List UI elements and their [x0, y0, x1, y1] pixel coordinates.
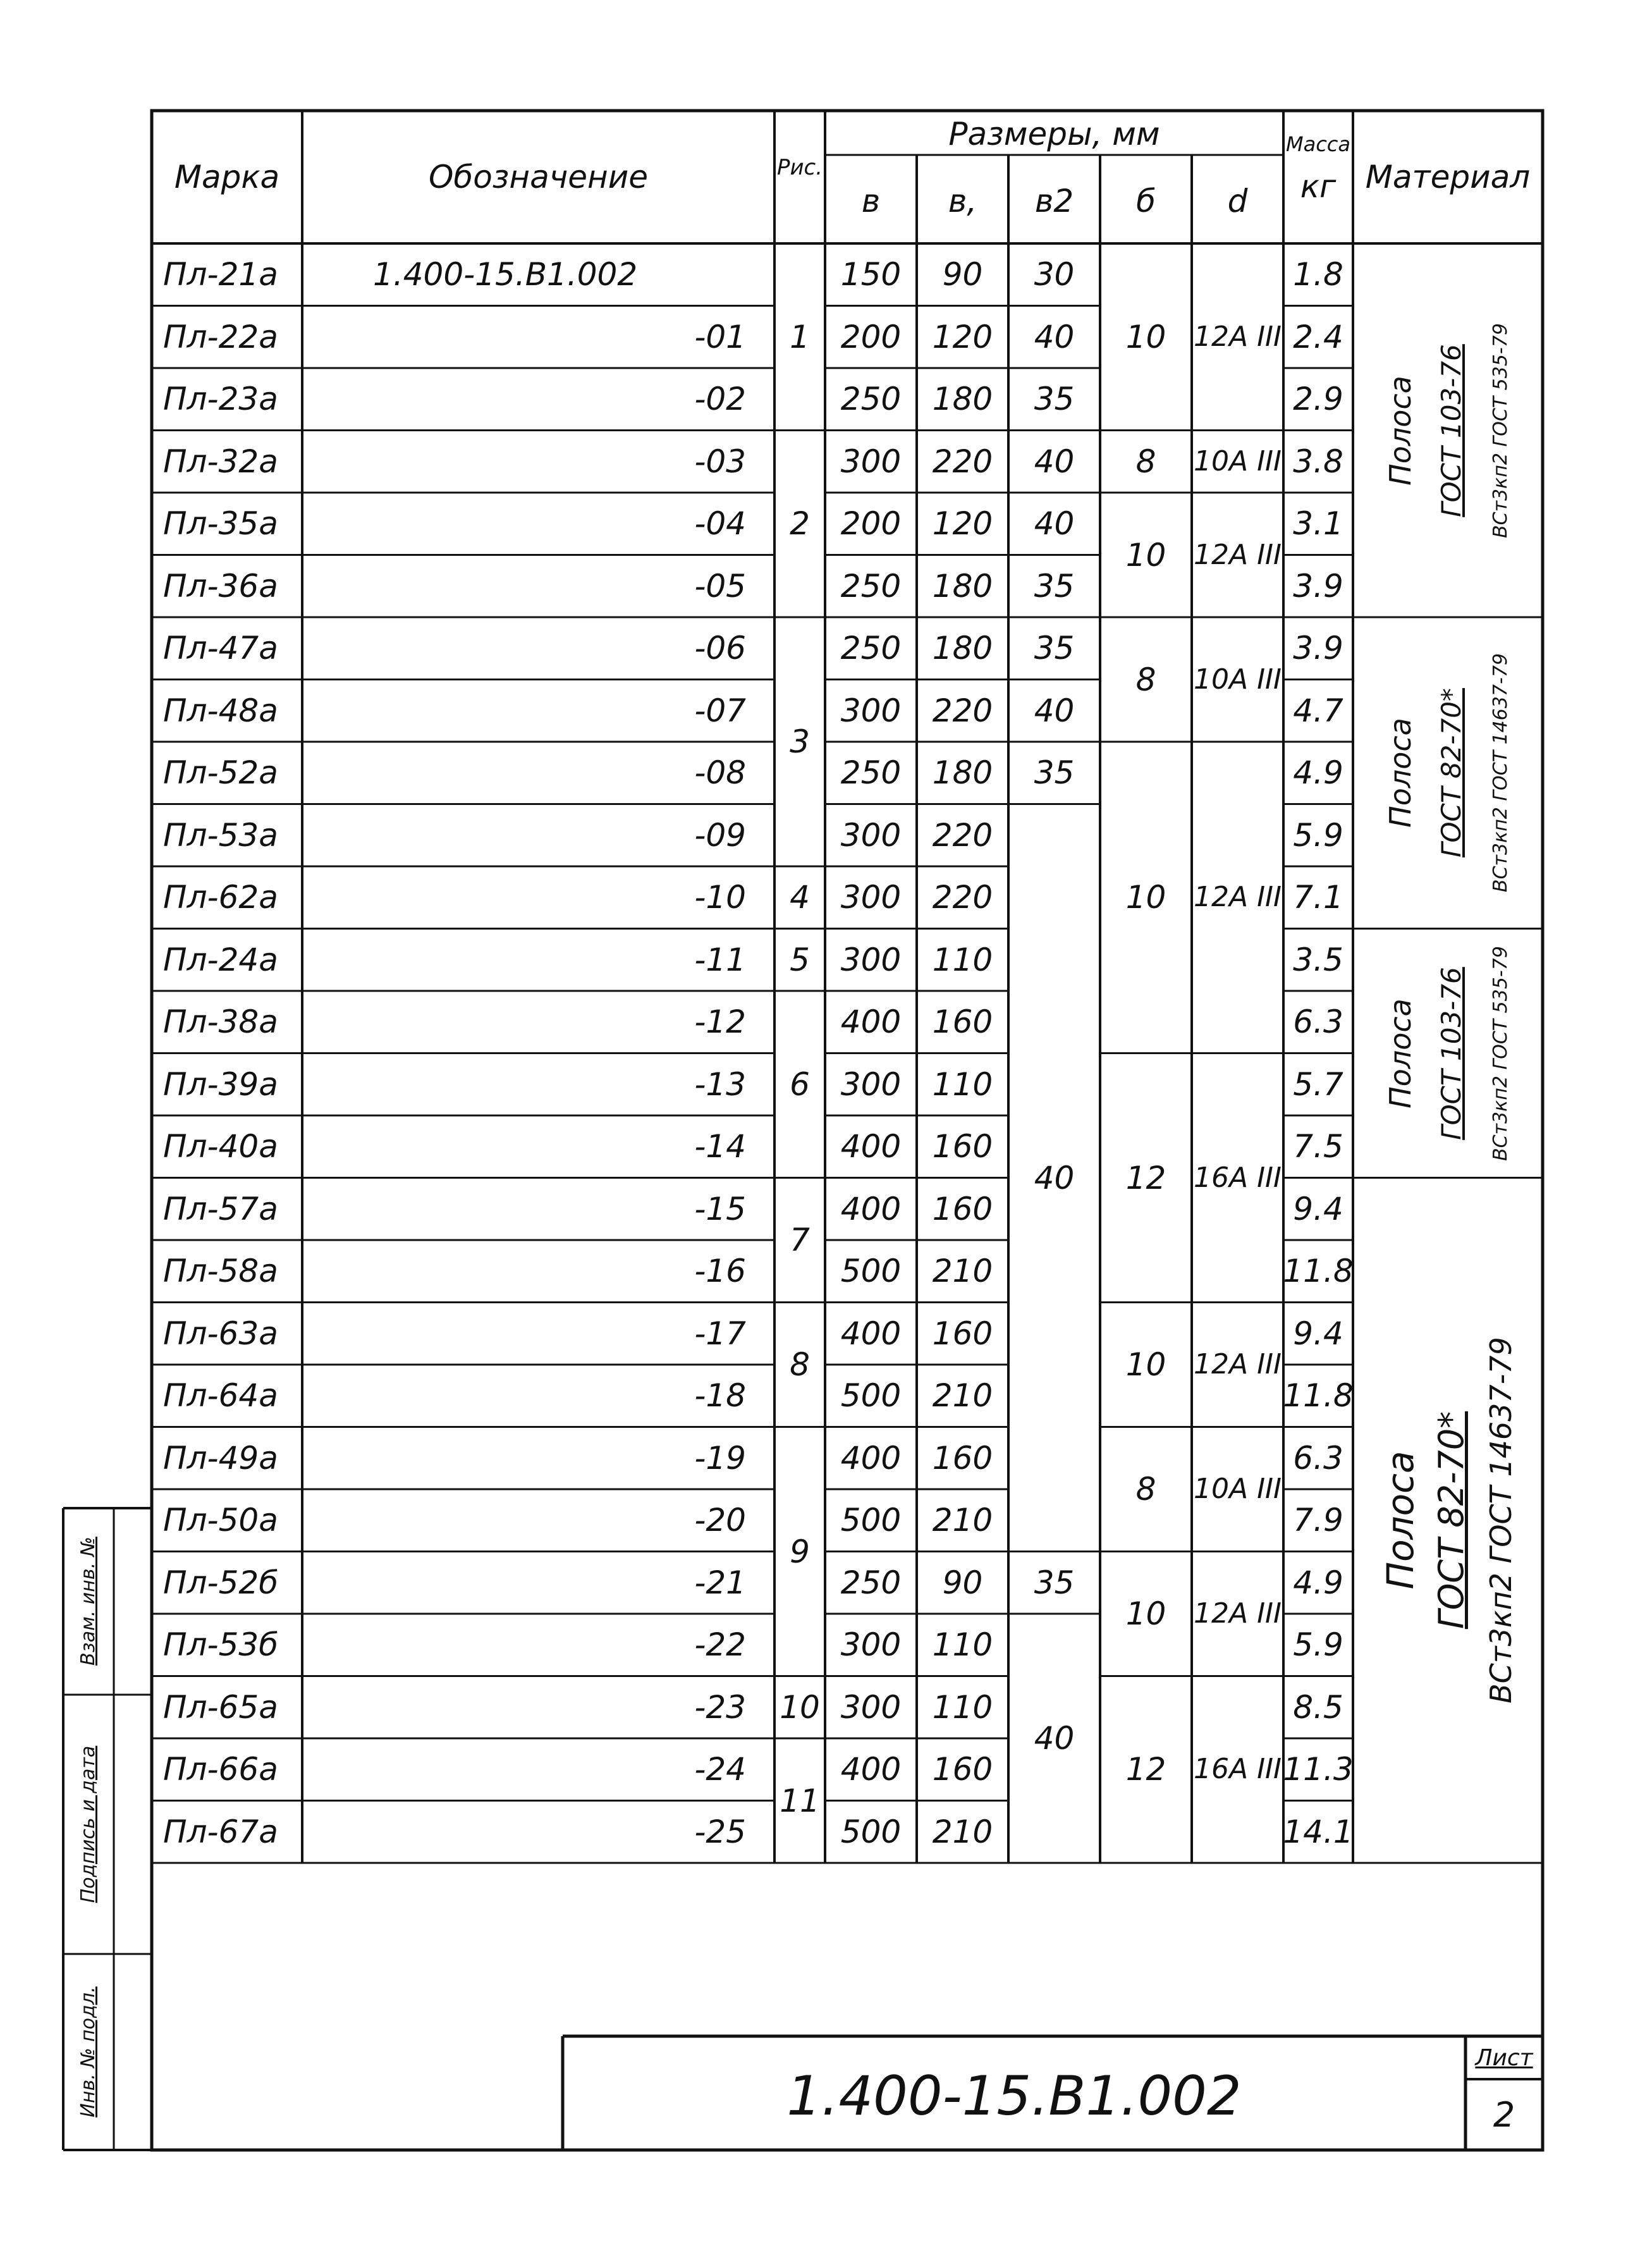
material-line: ГОСТ 82-70* [1431, 1411, 1471, 1630]
header-b2: в2 [1034, 183, 1074, 219]
cell-b: 250 [840, 754, 902, 792]
cell-b: 300 [840, 816, 902, 854]
cell-marka: Пл-36а [163, 567, 278, 605]
cell-delta: 10 [1125, 1346, 1166, 1383]
cell-oboznachenie: -09 [694, 816, 746, 854]
cell-delta: 8 [1135, 661, 1156, 698]
cell-b1: 110 [932, 941, 993, 978]
cell-b1: 180 [932, 754, 993, 792]
cell-oboznachenie: -04 [694, 505, 746, 543]
cell-delta: 10 [1125, 536, 1166, 574]
cell-oboznachenie: -03 [694, 443, 746, 480]
cell-marka: Пл-53а [163, 816, 278, 854]
cell-b2: 40 [1034, 505, 1075, 543]
cell-oboznachenie: -24 [694, 1751, 746, 1788]
cell-delta: 8 [1135, 1471, 1156, 1508]
cell-massa: 5.9 [1293, 1626, 1343, 1664]
cell-marka: Пл-65а [163, 1688, 278, 1726]
cell-delta: 8 [1135, 443, 1156, 480]
cell-b: 250 [840, 1564, 902, 1601]
cell-oboznachenie: -10 [694, 879, 746, 916]
cell-b1: 160 [932, 1004, 993, 1041]
side-stamp-inv-podl: Инв. № подл. [77, 1986, 99, 2118]
cell-ris: 8 [790, 1346, 810, 1383]
cell-oboznachenie: -25 [694, 1813, 746, 1850]
cell-b: 250 [840, 567, 902, 605]
cell-b2: 35 [1034, 1564, 1075, 1601]
cell-b: 400 [840, 1439, 902, 1477]
title-block-list-number: 2 [1493, 2095, 1515, 2135]
cell-marka: Пл-63а [163, 1315, 278, 1352]
material-line: ГОСТ 82-70* [1436, 688, 1467, 858]
header-razmery: Размеры, мм [948, 116, 1160, 152]
header-oboznachenie: Обозначение [429, 159, 648, 195]
cell-massa: 6.3 [1293, 1439, 1343, 1477]
cell-ris: 9 [790, 1533, 810, 1570]
cell-massa: 9.4 [1293, 1315, 1343, 1352]
cell-marka: Пл-50а [163, 1502, 278, 1539]
cell-marka: Пл-66а [163, 1751, 278, 1788]
cell-b: 200 [840, 505, 902, 543]
cell-b: 400 [840, 1004, 902, 1041]
cell-marka: Пл-21а [163, 256, 278, 293]
cell-marka: Пл-57а [163, 1190, 278, 1227]
material-line: ВСт3кп2 ГОСТ 535-79 [1490, 322, 1512, 538]
cell-b2-merged: 40 [1034, 1159, 1075, 1196]
cell-b1: 160 [932, 1315, 993, 1352]
material-line: ВСт3кп2 ГОСТ 535-79 [1490, 945, 1512, 1161]
cell-delta: 10 [1125, 1595, 1166, 1632]
material-line: Полоса [1383, 998, 1417, 1109]
cell-d: 10А III [1193, 1473, 1282, 1505]
title-block-list-label: Лист [1475, 2045, 1533, 2071]
cell-b1: 160 [932, 1190, 993, 1227]
cell-ris: 4 [790, 879, 810, 916]
cell-b1: 180 [932, 567, 993, 605]
header-delta: б [1136, 183, 1156, 219]
header-d: d [1227, 183, 1248, 219]
cell-b2: 40 [1034, 692, 1075, 729]
cell-massa: 1.8 [1293, 256, 1343, 293]
header-b: в [861, 183, 881, 219]
cell-b1: 220 [932, 879, 993, 916]
cell-marka: Пл-39а [163, 1066, 278, 1103]
cell-massa: 5.9 [1293, 816, 1343, 854]
cell-ris: 5 [790, 941, 810, 978]
cell-b: 400 [840, 1128, 902, 1165]
cell-marka: Пл-58а [163, 1253, 278, 1290]
cell-b2: 40 [1034, 318, 1075, 355]
cell-delta: 10 [1125, 879, 1166, 916]
cell-d: 16А III [1193, 1753, 1282, 1786]
cell-massa: 7.9 [1293, 1502, 1343, 1539]
cell-ris: 1 [790, 318, 810, 355]
cell-marka: Пл-47а [163, 630, 278, 667]
cell-marka: Пл-24а [163, 941, 278, 978]
cell-massa: 3.9 [1293, 630, 1343, 667]
cell-oboznachenie: -01 [694, 318, 746, 355]
cell-ris: 10 [780, 1688, 820, 1726]
cell-marka: Пл-40а [163, 1128, 278, 1165]
cell-b1: 160 [932, 1439, 993, 1477]
cell-marka: Пл-32а [163, 443, 278, 480]
cell-b2: 35 [1034, 630, 1075, 667]
cell-marka: Пл-62а [163, 879, 278, 916]
cell-marka: Пл-52а [163, 754, 278, 792]
cell-b: 500 [840, 1377, 902, 1415]
cell-marka: Пл-52б [163, 1564, 279, 1601]
cell-oboznachenie: -18 [694, 1377, 746, 1415]
cell-massa: 4.7 [1293, 692, 1343, 729]
material-line: ВСт3кп2 ГОСТ 14637-79 [1484, 1337, 1518, 1704]
cell-marka: Пл-23а [163, 381, 278, 418]
cell-b: 400 [840, 1315, 902, 1352]
cell-b2: 40 [1034, 443, 1075, 480]
cell-b: 300 [840, 1688, 902, 1726]
cell-d: 16А III [1193, 1161, 1282, 1194]
cell-b2: 30 [1034, 256, 1075, 293]
cell-oboznachenie: -12 [694, 1004, 746, 1041]
cell-b1: 220 [932, 692, 993, 729]
material-line: ВСт3кп2 ГОСТ 14637-79 [1490, 653, 1512, 893]
cell-delta: 12 [1125, 1751, 1166, 1788]
cell-marka: Пл-38а [163, 1004, 278, 1041]
cell-b2: 35 [1034, 567, 1075, 605]
cell-massa: 3.8 [1293, 443, 1343, 480]
cell-oboznachenie: -06 [694, 630, 746, 667]
cell-massa: 8.5 [1293, 1688, 1343, 1726]
cell-oboznachenie: -23 [694, 1688, 746, 1726]
cell-b2-merged: 40 [1034, 1720, 1075, 1757]
cell-d: 12А III [1193, 1597, 1282, 1630]
cell-massa: 3.1 [1293, 505, 1343, 543]
cell-b1: 160 [932, 1128, 993, 1165]
cell-marka: Пл-64а [163, 1377, 278, 1415]
cell-oboznachenie: -19 [694, 1439, 746, 1477]
cell-delta: 12 [1125, 1159, 1166, 1196]
cell-massa: 2.4 [1293, 318, 1343, 355]
cell-marka: Пл-48а [163, 692, 278, 729]
cell-d: 12А III [1193, 538, 1282, 571]
cell-oboznachenie: -08 [694, 754, 746, 792]
cell-massa: 11.3 [1283, 1751, 1354, 1788]
cell-b: 300 [840, 941, 902, 978]
material-line: ГОСТ 103-76 [1436, 343, 1467, 517]
header-ris: Рис. [776, 155, 823, 180]
cell-b1: 210 [932, 1253, 993, 1290]
cell-b: 250 [840, 630, 902, 667]
cell-b1: 210 [932, 1377, 993, 1415]
cell-marka: Пл-53б [163, 1626, 279, 1664]
cell-massa: 4.9 [1293, 754, 1343, 792]
cell-oboznachenie: -05 [694, 567, 746, 605]
cell-oboznachenie: -13 [694, 1066, 746, 1103]
cell-delta: 10 [1125, 318, 1166, 355]
cell-massa: 3.9 [1293, 567, 1343, 605]
material-line: Полоса [1383, 718, 1417, 828]
header-marka: Марка [174, 159, 280, 195]
cell-b: 300 [840, 1626, 902, 1664]
cell-oboznachenie: -22 [694, 1626, 746, 1664]
cell-oboznachenie: -16 [694, 1253, 746, 1290]
cell-oboznachenie: -20 [694, 1502, 746, 1539]
header-material: Материал [1365, 159, 1531, 195]
cell-b1: 180 [932, 630, 993, 667]
cell-d: 12А III [1193, 320, 1282, 353]
material-line: Полоса [1383, 375, 1417, 486]
cell-b: 500 [840, 1502, 902, 1539]
cell-oboznachenie: -07 [694, 692, 746, 729]
cell-marka: Пл-35а [163, 505, 278, 543]
cell-marka: Пл-49а [163, 1439, 278, 1477]
side-stamp-vzam: Взам. инв. № [77, 1537, 99, 1666]
cell-b1: 110 [932, 1688, 993, 1726]
cell-oboznachenie: 1.400-15.В1.002 [373, 256, 638, 293]
cell-massa: 5.7 [1293, 1066, 1343, 1103]
cell-oboznachenie: -14 [694, 1128, 746, 1165]
side-stamp-podpis: Подпись и дата [77, 1745, 99, 1903]
cell-d: 10А III [1193, 663, 1282, 696]
cell-d: 12А III [1193, 881, 1282, 914]
cell-oboznachenie: -15 [694, 1190, 746, 1227]
cell-b: 250 [840, 381, 902, 418]
cell-massa: 2.9 [1293, 381, 1343, 418]
cell-b2: 35 [1034, 754, 1075, 792]
header-b1: в, [948, 183, 977, 219]
cell-b1: 90 [942, 256, 983, 293]
cell-b: 150 [840, 256, 902, 293]
cell-b1: 220 [932, 816, 993, 854]
cell-b: 400 [840, 1751, 902, 1788]
cell-massa: 7.5 [1293, 1128, 1343, 1165]
cell-massa: 4.9 [1293, 1564, 1343, 1601]
cell-b1: 120 [932, 505, 993, 543]
cell-massa: 3.5 [1293, 941, 1343, 978]
cell-b1: 160 [932, 1751, 993, 1788]
cell-oboznachenie: -02 [694, 381, 746, 418]
cell-b1: 120 [932, 318, 993, 355]
cell-b: 300 [840, 443, 902, 480]
cell-oboznachenie: -21 [694, 1564, 746, 1601]
cell-b1: 110 [932, 1626, 993, 1664]
header-massa: Масса [1285, 132, 1351, 156]
cell-b1: 210 [932, 1813, 993, 1850]
cell-b1: 90 [942, 1564, 983, 1601]
cell-oboznachenie: -17 [694, 1315, 746, 1352]
cell-b1: 210 [932, 1502, 993, 1539]
cell-massa: 14.1 [1283, 1813, 1354, 1850]
header-kg: кг [1300, 168, 1337, 205]
cell-marka: Пл-67а [163, 1813, 278, 1850]
cell-massa: 6.3 [1293, 1004, 1343, 1041]
material-line: Полоса [1379, 1451, 1422, 1590]
cell-d: 12А III [1193, 1348, 1282, 1380]
cell-d: 10А III [1193, 445, 1282, 477]
cell-b: 500 [840, 1813, 902, 1850]
cell-massa: 9.4 [1293, 1190, 1343, 1227]
cell-marka: Пл-22а [163, 318, 278, 355]
cell-b: 300 [840, 1066, 902, 1103]
cell-b: 300 [840, 692, 902, 729]
cell-b: 500 [840, 1253, 902, 1290]
cell-b1: 180 [932, 381, 993, 418]
cell-b: 200 [840, 318, 902, 355]
cell-ris: 2 [790, 505, 810, 543]
cell-ris: 6 [790, 1066, 810, 1103]
cell-b: 300 [840, 879, 902, 916]
cell-b1: 220 [932, 443, 993, 480]
cell-massa: 11.8 [1283, 1253, 1354, 1290]
cell-b1: 110 [932, 1066, 993, 1103]
title-block-code: 1.400-15.В1.002 [786, 2065, 1242, 2128]
cell-ris: 11 [780, 1782, 820, 1819]
cell-ris: 3 [790, 723, 810, 760]
cell-b2: 35 [1034, 381, 1075, 418]
cell-b: 400 [840, 1190, 902, 1227]
material-line: ГОСТ 103-76 [1436, 966, 1467, 1140]
cell-ris: 7 [790, 1222, 810, 1258]
cell-massa: 11.8 [1283, 1377, 1354, 1415]
cell-massa: 7.1 [1293, 879, 1343, 916]
cell-oboznachenie: -11 [694, 941, 746, 978]
